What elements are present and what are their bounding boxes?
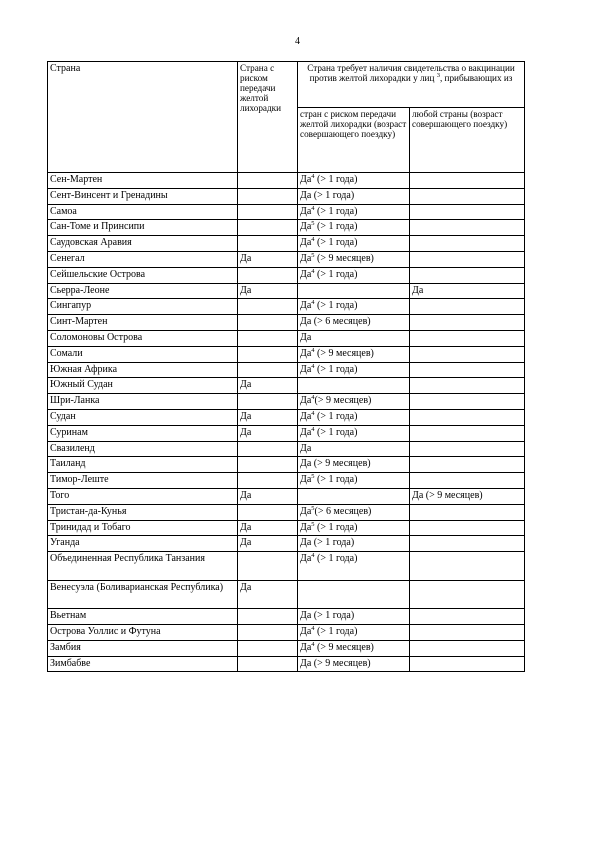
- requirement-risk-cell: [298, 204, 410, 220]
- table-row: [48, 504, 525, 520]
- table-row: [48, 220, 525, 236]
- requirement-value: Да: [300, 331, 312, 343]
- table-row: [48, 656, 525, 672]
- country-cell: Сенегал: [48, 251, 238, 267]
- table-row: [48, 378, 525, 394]
- requirement-any-cell: [410, 204, 525, 220]
- requirement-risk-cell: [298, 425, 410, 441]
- requirement-any-cell: [410, 315, 525, 331]
- requirement-risk-cell: [298, 640, 410, 656]
- country-cell: Синт-Мартен: [48, 315, 238, 331]
- yellow-fever-table: [47, 61, 525, 672]
- footnote-marker: 5: [311, 520, 315, 528]
- footnote-marker: 4: [311, 394, 315, 402]
- table-row: [48, 346, 525, 362]
- requirement-any-cell: Да: [410, 283, 525, 299]
- requirement-any-cell: [410, 346, 525, 362]
- requirement-any-cell: [410, 656, 525, 672]
- requirement-any-cell: [410, 188, 525, 204]
- table-row: [48, 441, 525, 457]
- footnote-marker: 4: [311, 409, 315, 417]
- footnote-marker: 4: [311, 552, 315, 560]
- risk-cell: [238, 362, 298, 378]
- table-row: [48, 425, 525, 441]
- requirement-value: Да: [300, 521, 312, 533]
- requirement-any-cell: [410, 441, 525, 457]
- requirement-risk-cell: [298, 473, 410, 489]
- requirement-value: Да (> 9 месяцев): [300, 657, 371, 669]
- requirement-risk-cell: [298, 251, 410, 267]
- table-row: [48, 609, 525, 625]
- header-from-any: любой страны (возраст совершающего поездку): [410, 107, 525, 172]
- country-cell: Южная Африка: [48, 362, 238, 378]
- country-cell: Самоа: [48, 204, 238, 220]
- table-row: [48, 640, 525, 656]
- requirement-any-cell: [410, 552, 525, 581]
- requirement-any-cell: [410, 409, 525, 425]
- requirement-risk-cell: [298, 520, 410, 536]
- country-cell: Венесуэла (Боливарианская Республика): [48, 580, 238, 609]
- requirement-any-cell: [410, 473, 525, 489]
- requirement-any-cell: [410, 299, 525, 315]
- footnote-marker: 4: [311, 267, 315, 275]
- header-from-risk: стран с риском передачи желтой лихорадки (возраст совершающего поездку): [298, 107, 410, 172]
- requirement-risk-cell: [298, 552, 410, 581]
- requirement-any-cell: [410, 236, 525, 252]
- risk-cell: [238, 394, 298, 410]
- country-cell: Соломоновы Острова: [48, 330, 238, 346]
- header-requirement-tail: , прибывающих из: [439, 73, 513, 83]
- requirement-risk-cell: [298, 220, 410, 236]
- footnote-marker: 5: [311, 251, 315, 259]
- country-cell: Суринам: [48, 425, 238, 441]
- table-row: [48, 299, 525, 315]
- table-row: [48, 520, 525, 536]
- country-cell: Острова Уоллис и Футуна: [48, 624, 238, 640]
- requirement-value: Да: [300, 426, 312, 438]
- country-cell: Сьерра-Леоне: [48, 283, 238, 299]
- footnote-marker: 4: [311, 425, 315, 433]
- requirement-value: Да: [300, 300, 312, 312]
- requirement-age: (> 1 года): [314, 553, 358, 565]
- country-cell: Сомали: [48, 346, 238, 362]
- requirement-age: (> 9 месяцев): [314, 395, 372, 407]
- risk-cell: Да: [238, 536, 298, 552]
- risk-cell: [238, 656, 298, 672]
- risk-cell: Да: [238, 520, 298, 536]
- requirement-value: Да: [300, 237, 312, 249]
- requirement-risk-cell: [298, 173, 410, 189]
- footnote-marker: 4: [311, 640, 315, 648]
- requirement-risk-cell: [298, 580, 410, 609]
- requirement-age: (> 1 года): [314, 237, 358, 249]
- footnote-marker: 5: [311, 473, 315, 481]
- requirement-value: Да: [300, 625, 312, 637]
- country-cell: Южный Судан: [48, 378, 238, 394]
- requirement-risk-cell: [298, 362, 410, 378]
- country-cell: Судан: [48, 409, 238, 425]
- requirement-any-cell: [410, 267, 525, 283]
- requirement-risk-cell: [298, 457, 410, 473]
- requirement-age: (> 1 года): [314, 426, 358, 438]
- requirement-risk-cell: [298, 394, 410, 410]
- requirement-any-cell: [410, 580, 525, 609]
- requirement-any-cell: [410, 640, 525, 656]
- country-cell: Сент-Винсент и Гренадины: [48, 188, 238, 204]
- requirement-risk-cell: [298, 409, 410, 425]
- risk-cell: [238, 236, 298, 252]
- requirement-risk-cell: [298, 609, 410, 625]
- requirement-risk-cell: [298, 624, 410, 640]
- requirement-value: Да: [300, 553, 312, 565]
- requirement-value: Да: [300, 474, 312, 486]
- requirement-risk-cell: [298, 346, 410, 362]
- country-cell: Уганда: [48, 536, 238, 552]
- country-cell: Свазиленд: [48, 441, 238, 457]
- requirement-age: (> 1 года): [314, 221, 358, 233]
- requirement-any-cell: [410, 425, 525, 441]
- requirement-value: Да: [300, 363, 312, 375]
- risk-cell: [238, 552, 298, 581]
- requirement-any-cell: [410, 457, 525, 473]
- risk-cell: [238, 624, 298, 640]
- requirement-risk-cell: [298, 378, 410, 394]
- footnote-marker: 4: [311, 362, 315, 370]
- requirement-value: Да: [300, 174, 312, 185]
- requirement-risk-cell: [298, 504, 410, 520]
- requirement-risk-cell: [298, 236, 410, 252]
- requirement-age: (> 1 года): [314, 268, 358, 280]
- requirement-value: Да: [300, 395, 312, 407]
- requirement-any-cell: [410, 394, 525, 410]
- requirement-any-cell: [410, 362, 525, 378]
- requirement-any-cell: [410, 609, 525, 625]
- header-requirement-footnote: 3: [436, 72, 440, 79]
- country-cell: Вьетнам: [48, 609, 238, 625]
- table-row: [48, 624, 525, 640]
- risk-cell: [238, 441, 298, 457]
- requirement-value: Да (> 1 года): [300, 189, 355, 201]
- requirement-risk-cell: [298, 188, 410, 204]
- requirement-value: Да: [300, 410, 312, 422]
- header-requirement: [298, 62, 525, 108]
- risk-cell: [238, 204, 298, 220]
- requirement-age: (> 1 года): [314, 363, 358, 375]
- requirement-age: (> 1 года): [314, 174, 358, 185]
- table-row: [48, 536, 525, 552]
- table-row: [48, 457, 525, 473]
- requirement-value: Да: [300, 205, 312, 217]
- risk-cell: Да: [238, 409, 298, 425]
- requirement-risk-cell: [298, 315, 410, 331]
- risk-cell: Да: [238, 251, 298, 267]
- requirement-risk-cell: [298, 536, 410, 552]
- country-cell: Сейшельские Острова: [48, 267, 238, 283]
- table-row: [48, 473, 525, 489]
- requirement-age: (> 9 месяцев): [314, 641, 374, 653]
- requirement-any-cell: [410, 504, 525, 520]
- footnote-marker: 4: [311, 236, 315, 244]
- risk-cell: Да: [238, 580, 298, 609]
- requirement-value: Да: [300, 252, 312, 264]
- requirement-age: (> 9 месяцев): [314, 252, 374, 264]
- requirement-age: (> 1 года): [314, 300, 358, 312]
- footnote-marker: 4: [311, 173, 315, 180]
- risk-cell: [238, 473, 298, 489]
- country-cell: Саудовская Аравия: [48, 236, 238, 252]
- requirement-any-cell: [410, 251, 525, 267]
- requirement-value: Да (> 9 месяцев): [300, 458, 371, 470]
- requirement-age: (> 1 года): [314, 625, 358, 637]
- requirement-age: (> 1 года): [314, 521, 358, 533]
- table-row: [48, 267, 525, 283]
- table-row: [48, 204, 525, 220]
- risk-cell: [238, 315, 298, 331]
- requirement-any-cell: [410, 624, 525, 640]
- footnote-marker: 4: [311, 299, 315, 307]
- page-number: 4: [295, 36, 300, 47]
- requirement-value: Да (> 1 года): [300, 610, 355, 622]
- country-cell: Шри-Ланка: [48, 394, 238, 410]
- requirement-risk-cell: [298, 283, 410, 299]
- table-row: [48, 315, 525, 331]
- footnote-marker: 5: [311, 220, 315, 228]
- footnote-marker: 4: [311, 204, 315, 212]
- risk-cell: [238, 640, 298, 656]
- table-row: [48, 236, 525, 252]
- risk-cell: [238, 609, 298, 625]
- requirement-value: Да: [300, 505, 312, 517]
- country-cell: Тристан-да-Кунья: [48, 504, 238, 520]
- risk-cell: [238, 173, 298, 189]
- country-cell: Объединенная Республика Танзания: [48, 552, 238, 581]
- requirement-value: Да (> 6 месяцев): [300, 316, 371, 328]
- requirement-risk-cell: [298, 656, 410, 672]
- requirement-any-cell: [410, 536, 525, 552]
- footnote-marker: 5: [311, 504, 315, 512]
- requirement-value: Да: [300, 268, 312, 280]
- risk-cell: Да: [238, 425, 298, 441]
- requirement-value: Да: [300, 347, 312, 359]
- requirement-risk-cell: [298, 441, 410, 457]
- requirement-age: (> 9 месяцев): [314, 347, 374, 359]
- requirement-any-cell: [410, 378, 525, 394]
- country-cell: Сен-Мартен: [48, 173, 238, 189]
- table-row: [48, 394, 525, 410]
- header-risk: Страна с риском передачи желтой лихорадки: [238, 62, 298, 173]
- table-row: [48, 173, 525, 189]
- country-cell: Таиланд: [48, 457, 238, 473]
- requirement-value: Да (> 1 года): [300, 537, 355, 549]
- risk-cell: Да: [238, 488, 298, 504]
- requirement-age: (> 1 года): [314, 474, 358, 486]
- header-country: Страна: [48, 62, 238, 173]
- country-cell: Сан-Томе и Принсипи: [48, 220, 238, 236]
- table-row: [48, 188, 525, 204]
- table-row: [48, 488, 525, 504]
- table-row: [48, 330, 525, 346]
- header-requirement-text: Страна требует наличия свидетельства о вакцинации против желтой лихорадки у лиц: [307, 63, 515, 83]
- header-row: [48, 62, 525, 108]
- table-row: [48, 251, 525, 267]
- table-row: [48, 580, 525, 609]
- table-row: [48, 552, 525, 581]
- risk-cell: [238, 220, 298, 236]
- country-cell: Замбия: [48, 640, 238, 656]
- country-cell: Сингапур: [48, 299, 238, 315]
- risk-cell: [238, 330, 298, 346]
- risk-cell: Да: [238, 283, 298, 299]
- risk-cell: [238, 504, 298, 520]
- country-cell: Тимор-Леште: [48, 473, 238, 489]
- risk-cell: [238, 299, 298, 315]
- risk-cell: [238, 346, 298, 362]
- table-row: [48, 283, 525, 299]
- country-cell: Зимбабве: [48, 656, 238, 672]
- risk-cell: [238, 267, 298, 283]
- requirement-any-cell: Да (> 9 месяцев): [410, 488, 525, 504]
- requirement-age: (> 1 года): [314, 205, 358, 217]
- risk-cell: Да: [238, 378, 298, 394]
- requirement-value: Да: [300, 442, 312, 454]
- country-cell: Тринидад и Тобаго: [48, 520, 238, 536]
- risk-cell: [238, 457, 298, 473]
- requirement-age: (> 1 года): [314, 410, 358, 422]
- requirement-risk-cell: [298, 330, 410, 346]
- country-cell: Того: [48, 488, 238, 504]
- risk-cell: [238, 188, 298, 204]
- requirement-any-cell: [410, 173, 525, 189]
- requirement-any-cell: [410, 330, 525, 346]
- requirement-value: Да: [300, 221, 312, 233]
- requirement-any-cell: [410, 520, 525, 536]
- footnote-marker: 4: [311, 624, 315, 632]
- requirement-risk-cell: [298, 299, 410, 315]
- requirement-any-cell: [410, 220, 525, 236]
- table-row: [48, 362, 525, 378]
- requirement-risk-cell: [298, 488, 410, 504]
- requirement-risk-cell: [298, 267, 410, 283]
- requirement-value: Да: [300, 641, 312, 653]
- footnote-marker: 4: [311, 346, 315, 354]
- requirement-age: (> 6 месяцев): [314, 505, 372, 517]
- table-row: [48, 409, 525, 425]
